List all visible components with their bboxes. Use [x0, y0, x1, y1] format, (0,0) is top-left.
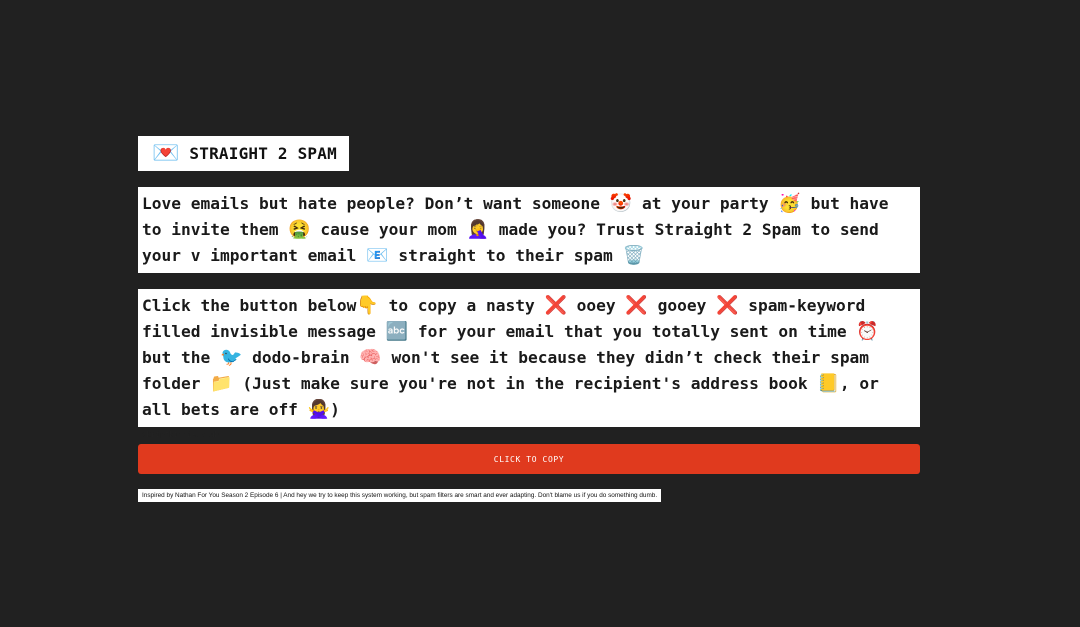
- app-title-badge: [138, 136, 349, 171]
- bird-icon: 🐦: [219, 347, 243, 368]
- trash-can-icon: 🗑️: [622, 245, 645, 266]
- instructions-text: , or all bets are off: [142, 374, 879, 419]
- facepalm-icon: 🤦‍♀️: [466, 219, 489, 240]
- clown-icon: 🤡: [609, 193, 633, 214]
- instructions-text: spam-keyword filled invisible message: [142, 296, 866, 341]
- footer-disclaimer: Inspired by Nathan For You Season 2 Episode 6 | And hey we try to keep this system working, but spam filters are smart and ever adapting. Don't blame us if you do something dumb.: [138, 489, 661, 502]
- gesture-no-icon: 🙅‍♀️: [307, 399, 331, 420]
- love-letter-icon: 💌: [152, 140, 180, 166]
- instructions-card: [138, 289, 920, 439]
- intro-text: at your party: [632, 194, 779, 213]
- vomit-face-icon: 🤮: [288, 219, 311, 240]
- instructions-text: ooey: [566, 296, 626, 315]
- party-face-icon: 🥳: [778, 193, 801, 214]
- instructions-text: to copy a nasty: [378, 296, 545, 315]
- brain-icon: 🧠: [359, 347, 382, 368]
- intro-card: [138, 187, 920, 273]
- instructions-text: won't see it because they didn’t check their spam folder: [142, 348, 870, 393]
- intro-text: Love emails but hate people? Don’t want someone: [142, 194, 610, 213]
- main-container: [138, 136, 920, 502]
- cross-mark-icon: ❌: [625, 295, 648, 316]
- cross-mark-icon: ❌: [716, 295, 739, 316]
- folder-icon: 📁: [210, 373, 233, 394]
- pointing-down-icon: 👇: [356, 295, 379, 316]
- instructions-text: (Just make sure you're not in the recipient's address book: [232, 374, 818, 393]
- instructions-text: for your email that you totally sent on time: [408, 322, 857, 341]
- cross-mark-icon: ❌: [544, 295, 567, 316]
- instructions-text: ): [330, 400, 340, 419]
- app-title: STRAIGHT 2 SPAM: [189, 144, 337, 163]
- site-credit: skriptkiddie.club: [142, 430, 219, 439]
- click-to-copy-button[interactable]: CLICK TO COPY: [138, 444, 920, 474]
- alarm-clock-icon: ⏰: [856, 321, 879, 342]
- abc-letters-icon: 🔤: [385, 321, 409, 342]
- instructions-text: Click the button below: [142, 296, 357, 315]
- instructions-text: dodo-brain: [242, 348, 360, 367]
- intro-text: made you? Trust Straight 2 Spam to send your v important email: [142, 220, 879, 265]
- intro-text: straight to their spam: [388, 246, 623, 265]
- instructions-text: but the: [142, 348, 220, 367]
- email-icon: 📧: [366, 245, 389, 266]
- intro-text: but have to invite them: [142, 194, 889, 239]
- instructions-text: gooey: [647, 296, 717, 315]
- intro-text: cause your mom: [310, 220, 467, 239]
- address-book-icon: 📒: [817, 373, 840, 394]
